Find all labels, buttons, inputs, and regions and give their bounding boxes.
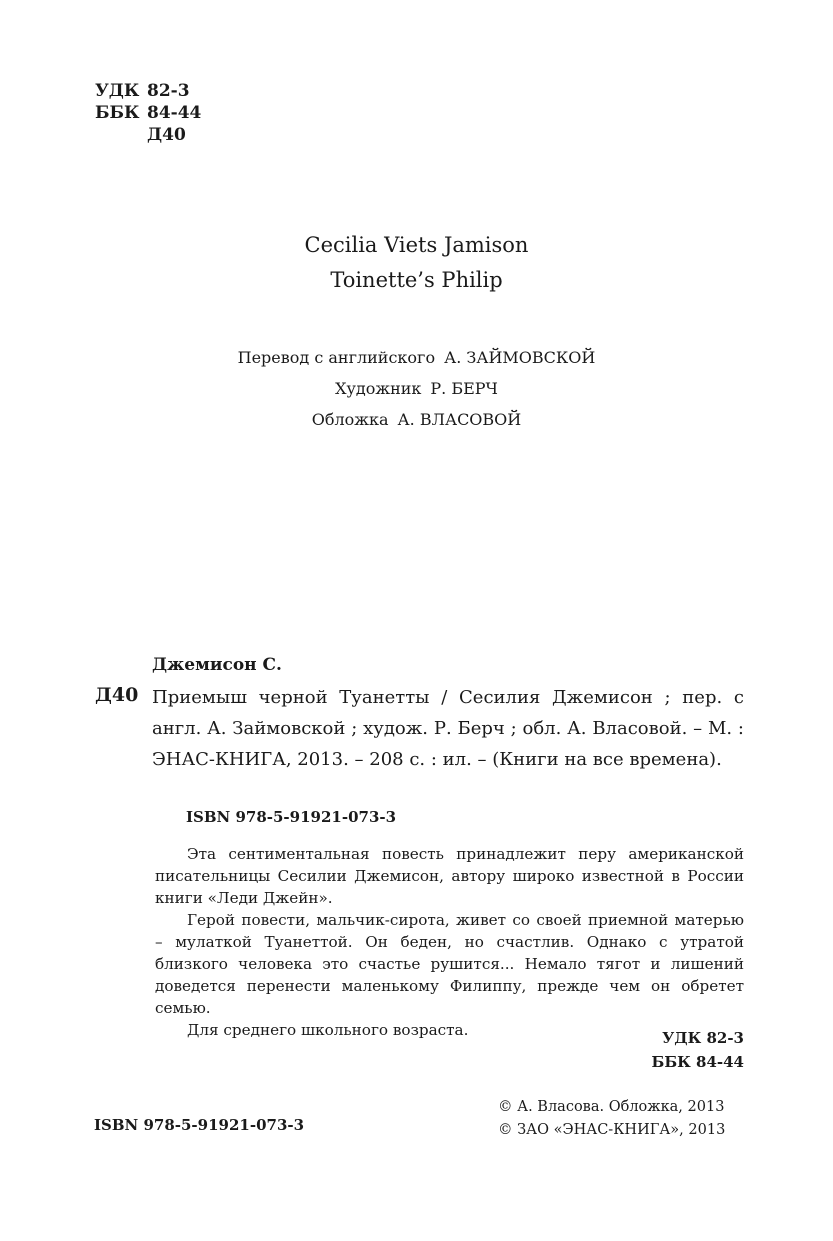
footer-isbn: ISBN 978-5-91921-073-3 (94, 1116, 305, 1134)
credit-cover (0, 410, 833, 429)
copyright-block (498, 1096, 725, 1142)
translation-name: А. ЗАЙМОВСКОЙ (444, 348, 596, 367)
classification-block (95, 80, 201, 146)
udk-code: УДК 82-3 (662, 1029, 744, 1047)
cover-role: Обложка (311, 410, 389, 429)
author-mark: Д40 (147, 125, 186, 145)
annotation-paragraph-1: Эта сентиментальная повесть принадлежит перу американской писательницы Сесилии Джемисон, автору широко известной в России книги «Леди Джейн». (155, 845, 744, 907)
author-mark-line (95, 124, 201, 146)
credit-translation (0, 348, 833, 367)
udk-value: 82-3 (147, 81, 190, 101)
bib-author-heading: Джемисон С. (152, 655, 282, 675)
copyright-publisher: © ЗАО «ЭНАС-КНИГА», 2013 (498, 1122, 726, 1138)
original-title: Toinette’s Philip (330, 268, 503, 292)
bib-isbn: ISBN 978-5-91921-073-3 (186, 808, 397, 826)
udk-label: УДК (95, 81, 140, 101)
translation-role: Перевод с английского (237, 348, 436, 367)
bbk-code: ББК 84-44 (651, 1053, 744, 1071)
bib-index-mark: Д40 (95, 684, 139, 706)
artist-role: Художник (335, 379, 422, 398)
annotation-paragraph-2: Герой повести, мальчик-сирота, живет со своей приемной матерью – мулаткой Туанеттой. Он беден, но счастлив. Однако с утратой близкого человека это счастье рушится... Немало тягот и лишений доведется перенести маленькому Филиппу, прежде чем он обретет семью. (155, 911, 744, 1017)
bbk-label: ББК (95, 103, 140, 123)
bib-description: Приемыш черной Туанетты / Сесилия Джемисон ; пер. с англ. А. Займовской ; худож. Р. Берч ; обл. А. Власовой. – М. : ЭНАС-КНИГА, 2013. – 208 с. : ил. – (Книги на все времена). (152, 687, 744, 770)
annotation (155, 843, 744, 1041)
artist-name: Р. БЕРЧ (430, 379, 498, 398)
bbk-value: 84-44 (147, 103, 202, 123)
credit-artist (0, 379, 833, 398)
bbk-line (95, 102, 201, 124)
copyright-cover: © А. Власова. Обложка, 2013 (498, 1099, 725, 1115)
original-author: Cecilia Viets Jamison (304, 233, 529, 257)
annotation-paragraph-3: Для среднего школьного возраста. (187, 1021, 469, 1039)
udk-line (95, 80, 201, 102)
cover-name: А. ВЛАСОВОЙ (397, 410, 522, 429)
codes-block (560, 1026, 744, 1074)
